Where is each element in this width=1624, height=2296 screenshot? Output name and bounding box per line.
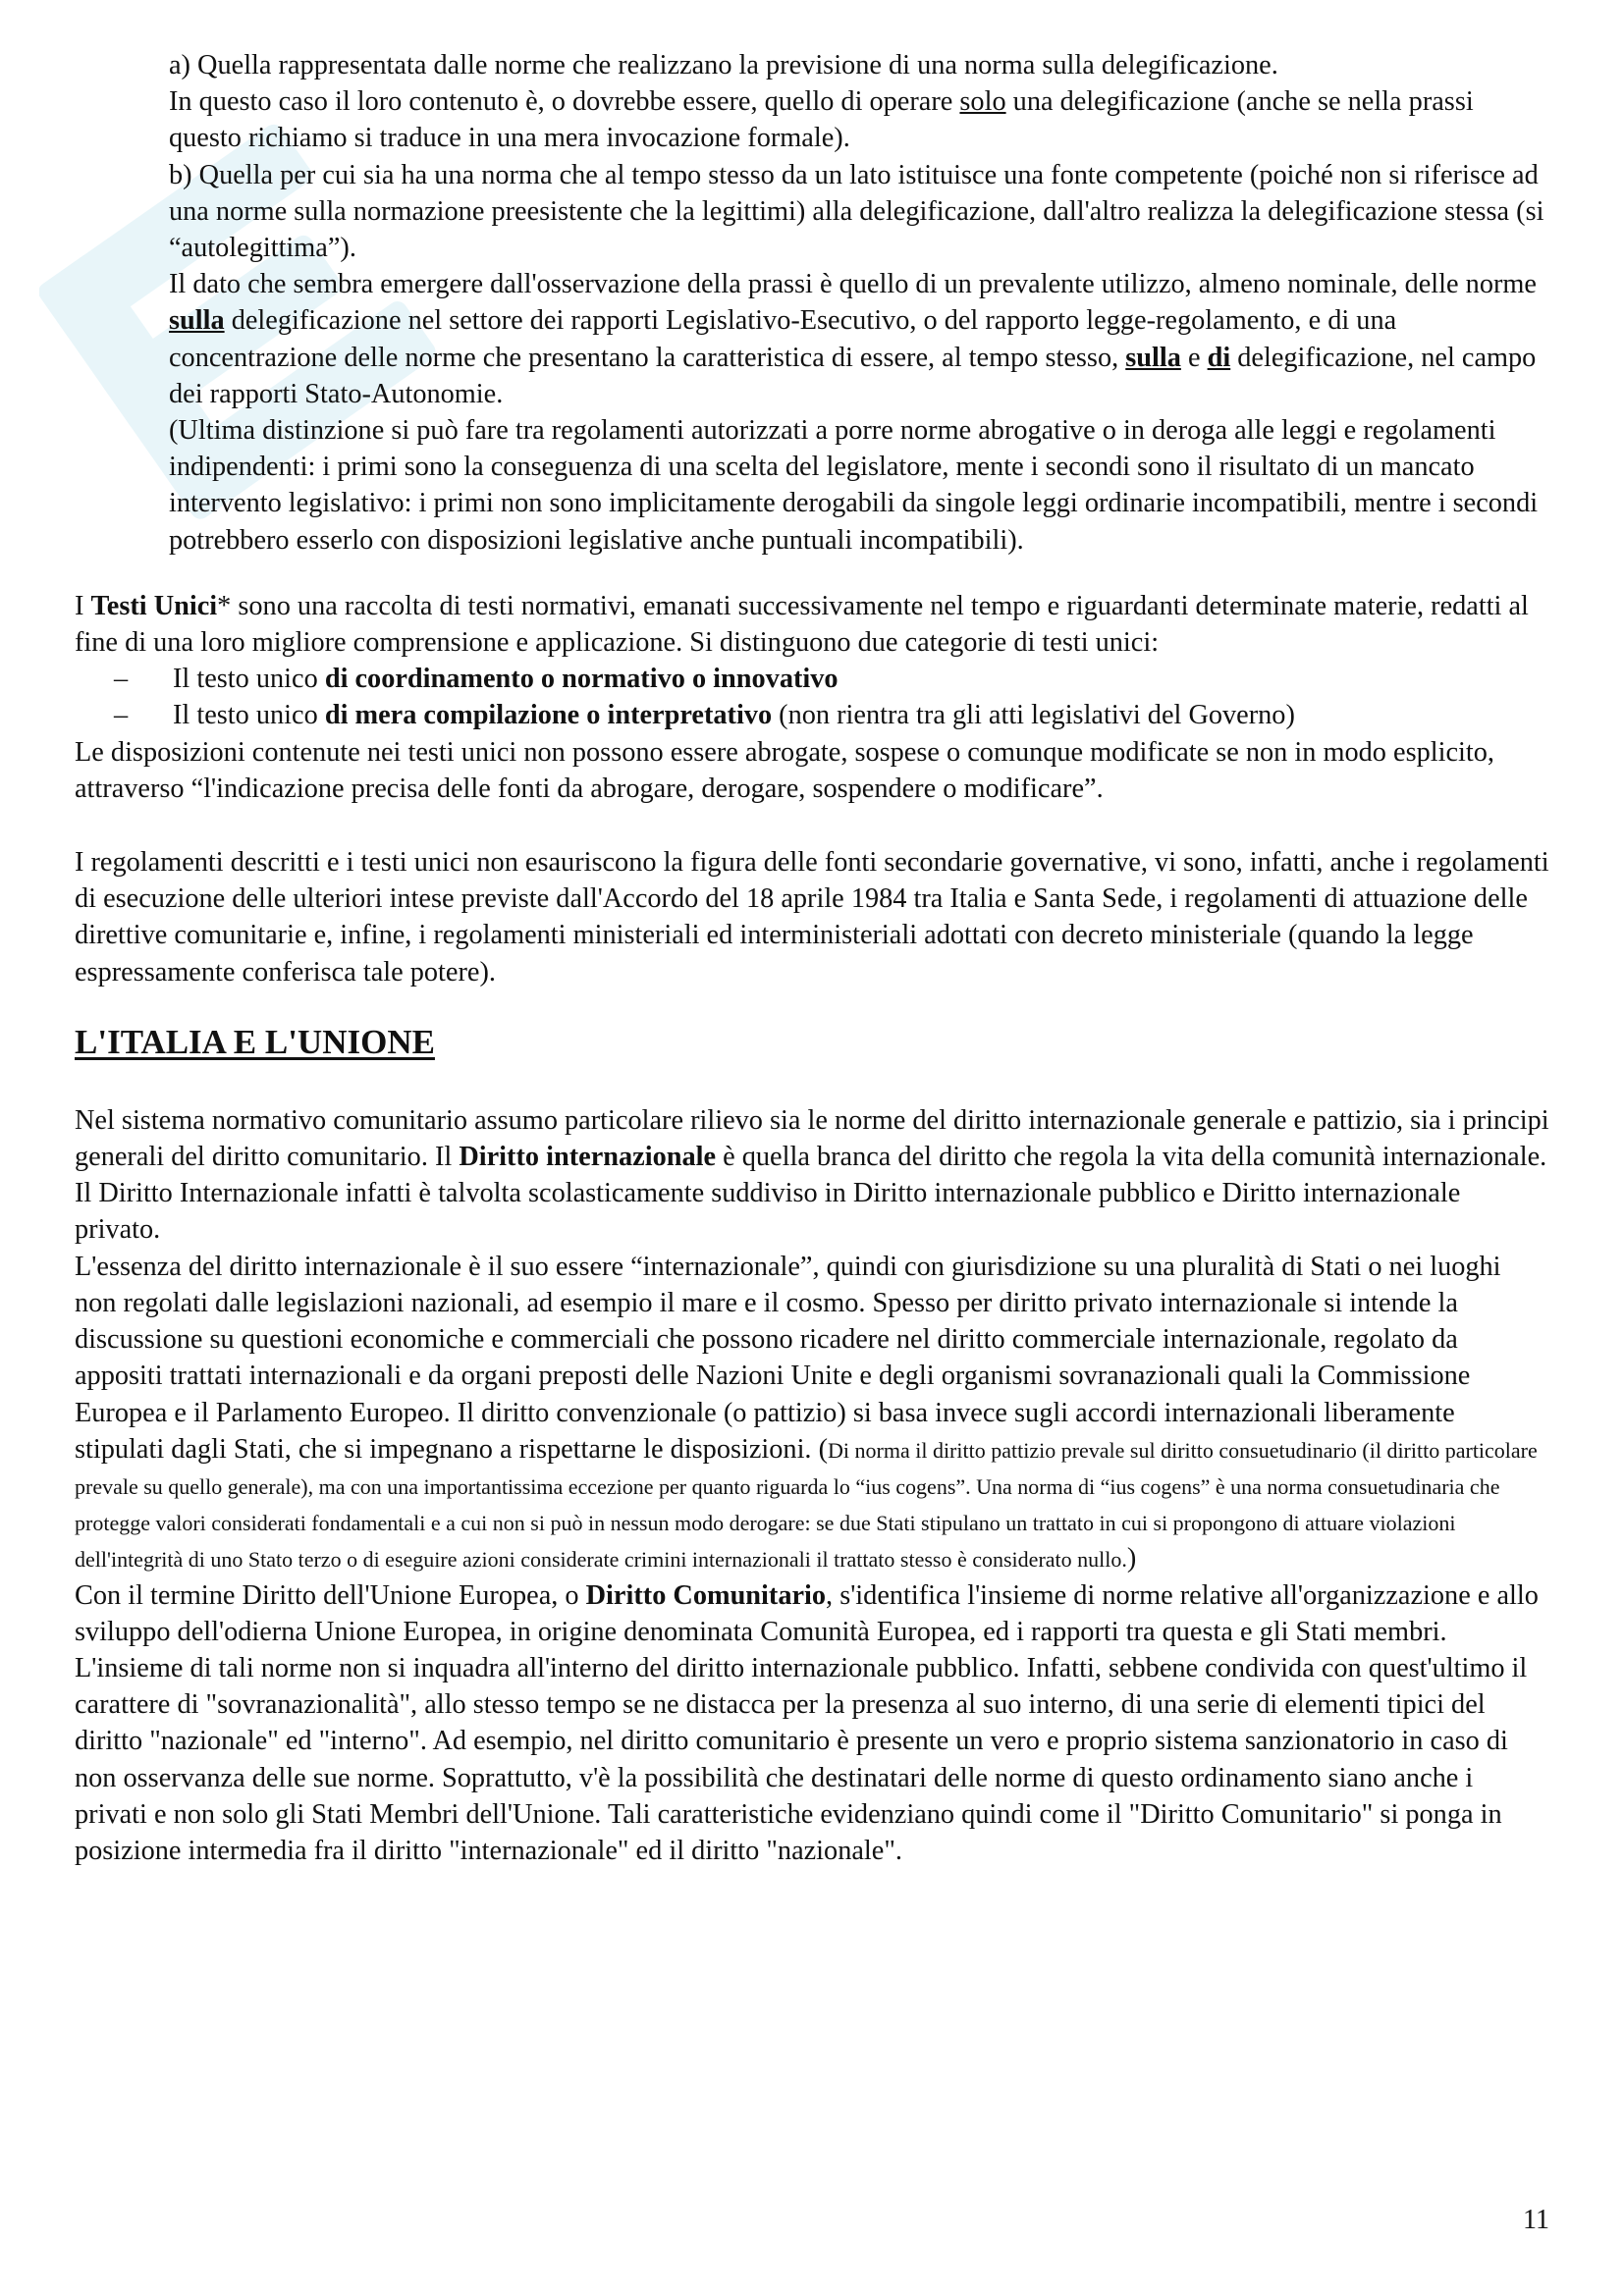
testi-unici-list xyxy=(75,661,1549,733)
list-item: – Il testo unico di mera compilazione o interpretativo (non rientra tra gli atti legislativi del Governo) xyxy=(75,697,1549,733)
diritto-internazionale-paragraph: Nel sistema normativo comunitario assumo particolare rilievo sia le norme del diritto internazionale generale e pattizio, sia i principi generali del diritto comunitario. Il Diritto internazionale è quella branca del diritto che regola la vita della comunità internazionale. Il Diritto Internazionale infatti è talvolta scolasticamente suddiviso in Diritto internazionale pubblico e Diritto internazionale privato. xyxy=(75,1104,1549,1246)
page-number: 11 xyxy=(1523,2205,1549,2235)
section-heading: L'ITALIA E L'UNIONE xyxy=(75,1022,435,1061)
underlined-solo: solo xyxy=(959,86,1006,118)
page-content xyxy=(75,47,1549,1869)
term-testi-unici: Testi Unici xyxy=(90,590,218,621)
testi-unici-intro: I Testi Unici* sono una raccolta di testi normativi, emanati successivamente nel tempo e riguardanti determinate materie, redatti al fine di una loro migliore comprensione e applicazione. Si distinguono due categorie di testi unici: xyxy=(75,590,1529,659)
emphasis-sulla: sulla xyxy=(169,305,225,337)
item-b: b) Quella per cui sia ha una norma che al tempo stesso da un lato istituisce una fonte competente (poiché non si riferisce ad una norme sulla normazione preesistente che la legittimi) alla delegificazione, dall'altro realizza la delegificazione stessa (si “autolegittima”). xyxy=(169,159,1544,264)
ius-cogens-note: Di norma il diritto pattizio prevale sul diritto consuetudinario (il diritto particolare prevale su quello generale), ma con una importantissima eccezione per quanto riguarda lo “ius cogens”. Una norma di “ius cogens” è una norma consuetudinaria che protegge valori considerati fondamentali e a cui non si può in nessun modo derogare: se due Stati stipulano un trattato in cui si propongono di attuare violazioni dell'integrità di uno Stato terzo o di eseguire azioni considerate crimini internazionali il trattato stesso è considerato nullo. xyxy=(75,1437,1538,1573)
emphasis-sulla-2: sulla xyxy=(1125,342,1181,373)
item-a-line2: In questo caso il loro contenuto è, o dovrebbe essere, quello di operare solo una delegificazione (anche se nella prassi questo richiamo si traduce in una mera invocazione formale). xyxy=(169,86,1474,154)
essenza-paragraph: L'essenza del diritto internazionale è il suo essere “internazionale”, quindi con giurisdizione su una pluralità di Stati o nei luoghi non regolati dalle legislazioni nazionali, ad esempio il mare e il cosmo. Spesso per diritto privato internazionale si intende la discussione su questioni economiche e commerciali che possono ricadere nel diritto commerciale internazionale, regolato da appositi trattati internazionali e da organi preposti delle Nazioni Unite e degli organismi sovranazionali quali la Commissione Europea e il Parlamento Europeo. Il diritto convenzionale (o pattizio) si basa invece sugli accordi internazionali liberamente stipulati dagli Stati, che si impegnano a rispettarne le disposizioni. (Di norma il diritto pattizio prevale sul diritto consuetudinario (il diritto particolare prevale su quello generale), ma con una importantissima eccezione per quanto riguarda lo “ius cogens”. Una norma di “ius cogens” è una norma consuetudinaria che protegge valori considerati fondamentali e a cui non si può in nessun modo derogare: se due Stati stipulano un trattato in cui si propongono di attuare violazioni dell'integrità di uno Stato terzo o di eseguire azioni considerate crimini internazionali il trattato stesso è considerato nullo.) xyxy=(75,1251,1538,1575)
emphasis-di: di xyxy=(1207,342,1231,373)
regolamenti-paragraph: I regolamenti descritti e i testi unici non esauriscono la figura delle fonti secondarie governative, vi sono, infatti, anche i regolamenti di esecuzione delle ulteriori intese previste dall'Accordo del 18 aprile 1984 tra Italia e Santa Sede, i regolamenti di attuazione delle direttive comunitarie e, infine, i regolamenti ministeriali ed interministeriali adottati con decreto ministeriale (quando la legge espressamente conferisca tale potere). xyxy=(75,847,1549,988)
disposizioni-paragraph: Le disposizioni contenute nei testi unici non possono essere abrogate, sospese o comunque modificate se non in modo esplicito, attraverso “l'indicazione precisa delle fonti da abrogare, derogare, sospendere o modificare”. xyxy=(75,736,1494,804)
ultima-distinzione-paragraph: (Ultima distinzione si può fare tra regolamenti autorizzati a porre norme abrogative o in deroga alle leggi e regolamenti indipendenti: i primi sono la conseguenza di una scelta del legislatore, mente i secondi sono il risultato di un mancato intervento legislativo: i primi non sono implicitamente derogabili da singole leggi ordinarie incompatibili, mentre i secondi potrebbero esserlo con disposizioni legislative anche puntuali incompatibili). xyxy=(169,415,1539,556)
delegification-list xyxy=(75,47,1549,559)
term-diritto-internazionale: Diritto internazionale xyxy=(459,1142,717,1173)
term-diritto-comunitario: Diritto Comunitario xyxy=(585,1579,827,1611)
diritto-comunitario-paragraph: Con il termine Diritto dell'Unione Europea, o Diritto Comunitario, s'identifica l'insieme di norme relative all'organizzazione e allo sviluppo dell'odierna Unione Europea, in origine denominata Comunità Europea, ed i rapporti tra questa e gli Stati membri. L'insieme di tali norme non si inquadra all'interno del diritto internazionale pubblico. Infatti, sebbene condivida con quest'ultimo il carattere di "sovranazionalità", allo stesso tempo se ne distacca per la presenza al suo interno, di una serie di elementi tipici del diritto "nazionale" ed "interno". Ad esempio, nel diritto comunitario è presente un vero e proprio sistema sanzionatorio in caso di non osservanza delle sue norme. Soprattutto, v'è la possibilità che destinatari delle norme di questo ordinamento siano anche i privati e non solo gli Stati Membri dell'Unione. Tali caratteristiche evidenziano quindi come il "Diritto Comunitario" si ponga in posizione intermedia fra il diritto "internazionale" ed il diritto "nazionale". xyxy=(75,1579,1539,1866)
item-a-line1: a) Quella rappresentata dalle norme che realizzano la previsione di una norma sulla delegificazione. xyxy=(169,50,1278,80)
prassi-paragraph: Il dato che sembra emergere dall'osservazione della prassi è quello di un prevalente utilizzo, almeno nominale, delle norme sulla delegificazione nel settore dei rapporti Legislativo-Esecutivo, o del rapporto legge-regolamento, e di una concentrazione delle norme che presentano la caratteristica di essere, al tempo stesso, sulla e di delegificazione, nel campo dei rapporti Stato-Autonomie. xyxy=(169,269,1537,409)
list-item: – Il testo unico di coordinamento o normativo o innovativo xyxy=(75,661,1549,697)
